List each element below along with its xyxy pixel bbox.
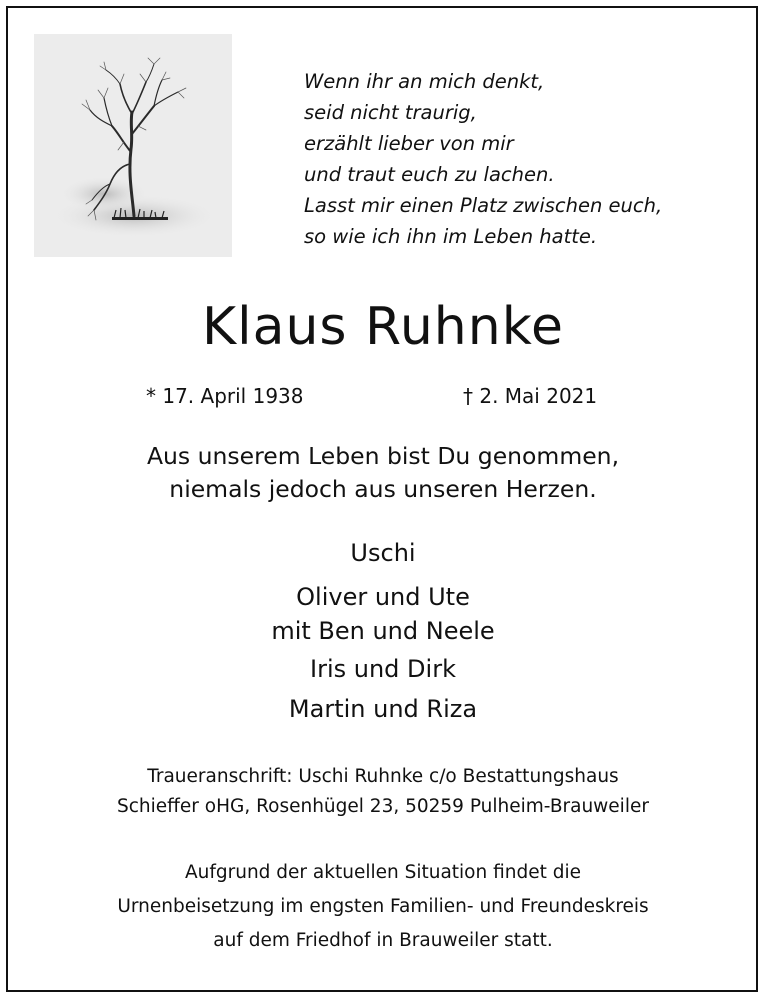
mourner-name: Martin und Riza: [288, 695, 478, 723]
mourning-address: [0, 762, 766, 822]
motto-line: Aus unserem Leben bist Du genommen,: [146, 442, 620, 470]
tree-illustration: [34, 34, 232, 257]
mourner-name: mit Ben und Neele: [271, 617, 495, 645]
address-line: Traueranschrift: Uschi Ruhnke c/o Bestattungshaus: [147, 766, 619, 787]
birth-date: * 17. April 1938: [146, 384, 304, 408]
poem: [304, 66, 744, 252]
burial-notice: [0, 856, 766, 958]
mourners-list: [0, 536, 766, 726]
deceased-name: Klaus Ruhnke: [202, 297, 564, 357]
poem-line: und traut euch zu lachen.: [304, 163, 555, 186]
death-date: † 2. Mai 2021: [463, 384, 598, 408]
poem-line: Wenn ihr an mich denkt,: [304, 70, 545, 93]
poem-line: seid nicht traurig,: [304, 101, 477, 124]
memorial-motto: [0, 440, 766, 506]
address-line: Schieffer oHG, Rosenhügel 23, 50259 Pulheim-Brauweiler: [117, 796, 649, 817]
mourner-name: Oliver und Ute: [296, 583, 470, 611]
poem-line: Lasst mir einen Platz zwischen euch,: [304, 194, 663, 217]
notice-line: Urnenbeisetzung im engsten Familien- und Freundeskreis: [117, 896, 649, 917]
motto-line: niemals jedoch aus unseren Herzen.: [169, 475, 597, 503]
poem-line: so wie ich ihn im Leben hatte.: [304, 225, 598, 248]
tree-icon: [34, 34, 232, 257]
mourner-name: Iris und Dirk: [310, 655, 456, 683]
notice-line: auf dem Friedhof in Brauweiler statt.: [213, 930, 553, 951]
notice-line: Aufgrund der aktuellen Situation findet die: [184, 862, 582, 883]
mourner-name: Uschi: [350, 539, 416, 567]
life-dates: [0, 380, 766, 414]
poem-line: erzählt lieber von mir: [304, 132, 514, 155]
